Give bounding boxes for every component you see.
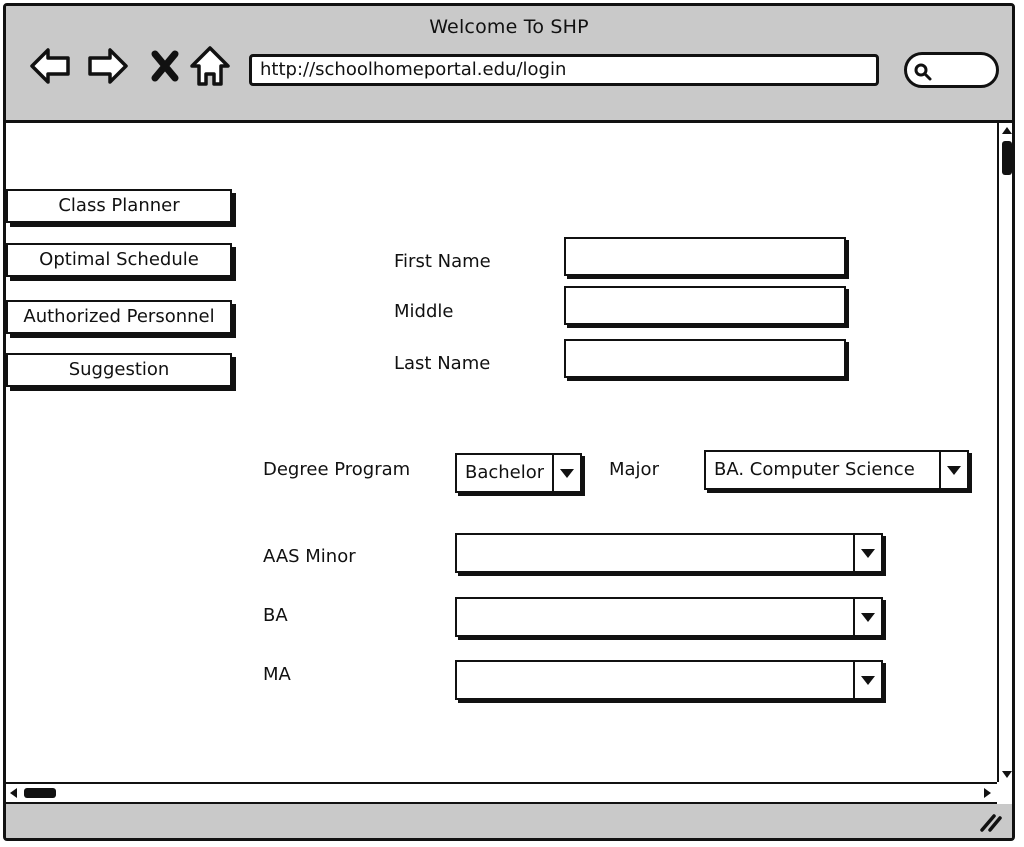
vertical-scroll-thumb[interactable] xyxy=(1002,141,1012,175)
status-bar xyxy=(6,804,1012,838)
back-arrow-icon[interactable] xyxy=(28,44,72,88)
chevron-down-icon[interactable] xyxy=(853,662,881,698)
last-name-input[interactable] xyxy=(564,339,846,378)
resize-grip-icon[interactable] xyxy=(978,810,1004,832)
degree-program-select[interactable] xyxy=(455,453,582,493)
major-select[interactable] xyxy=(704,450,969,490)
middle-name-input[interactable] xyxy=(564,286,846,325)
ba-label: BA xyxy=(263,605,288,626)
vertical-scrollbar[interactable] xyxy=(997,123,1015,782)
authorized-personnel-button[interactable]: Authorized Personnel xyxy=(6,300,232,334)
chevron-down-icon[interactable] xyxy=(939,452,967,488)
major-value: BA. Computer Science xyxy=(714,459,915,480)
chevron-down-icon[interactable] xyxy=(853,535,881,571)
aas-minor-label: AAS Minor xyxy=(263,546,356,567)
chevron-down-icon[interactable] xyxy=(853,599,881,635)
close-x-icon[interactable] xyxy=(143,44,187,88)
ba-select[interactable] xyxy=(455,597,883,637)
window-title: Welcome To SHP xyxy=(429,16,589,38)
class-planner-button[interactable]: Class Planner xyxy=(6,189,232,223)
optimal-schedule-button[interactable]: Optimal Schedule xyxy=(6,243,232,277)
forward-arrow-icon[interactable] xyxy=(86,44,130,88)
chevron-down-icon[interactable] xyxy=(552,455,580,491)
degree-program-label: Degree Program xyxy=(263,459,411,480)
home-icon[interactable] xyxy=(188,44,232,88)
browser-title-bar xyxy=(6,6,1012,123)
major-label: Major xyxy=(609,459,659,480)
scroll-left-arrow-icon[interactable] xyxy=(6,785,22,801)
first-name-input[interactable] xyxy=(564,237,846,276)
middle-name-label: Middle xyxy=(394,301,454,322)
scroll-right-arrow-icon[interactable] xyxy=(979,785,995,801)
suggestion-button[interactable]: Suggestion xyxy=(6,353,232,387)
scroll-up-arrow-icon[interactable] xyxy=(999,123,1015,139)
horizontal-scroll-thumb[interactable] xyxy=(24,788,56,798)
ma-select[interactable] xyxy=(455,660,883,700)
address-bar[interactable]: http://schoolhomeportal.edu/login xyxy=(249,54,879,86)
scroll-down-arrow-icon[interactable] xyxy=(999,766,1015,782)
horizontal-scrollbar[interactable] xyxy=(6,782,997,804)
ma-label: MA xyxy=(263,664,291,685)
aas-minor-select[interactable] xyxy=(455,533,883,573)
first-name-label: First Name xyxy=(394,251,491,272)
degree-program-value: Bachelor xyxy=(465,462,545,483)
last-name-label: Last Name xyxy=(394,353,491,374)
browser-window xyxy=(3,3,1015,841)
page-content xyxy=(6,123,1012,838)
search-icon xyxy=(913,62,933,82)
search-field[interactable] xyxy=(904,52,999,88)
